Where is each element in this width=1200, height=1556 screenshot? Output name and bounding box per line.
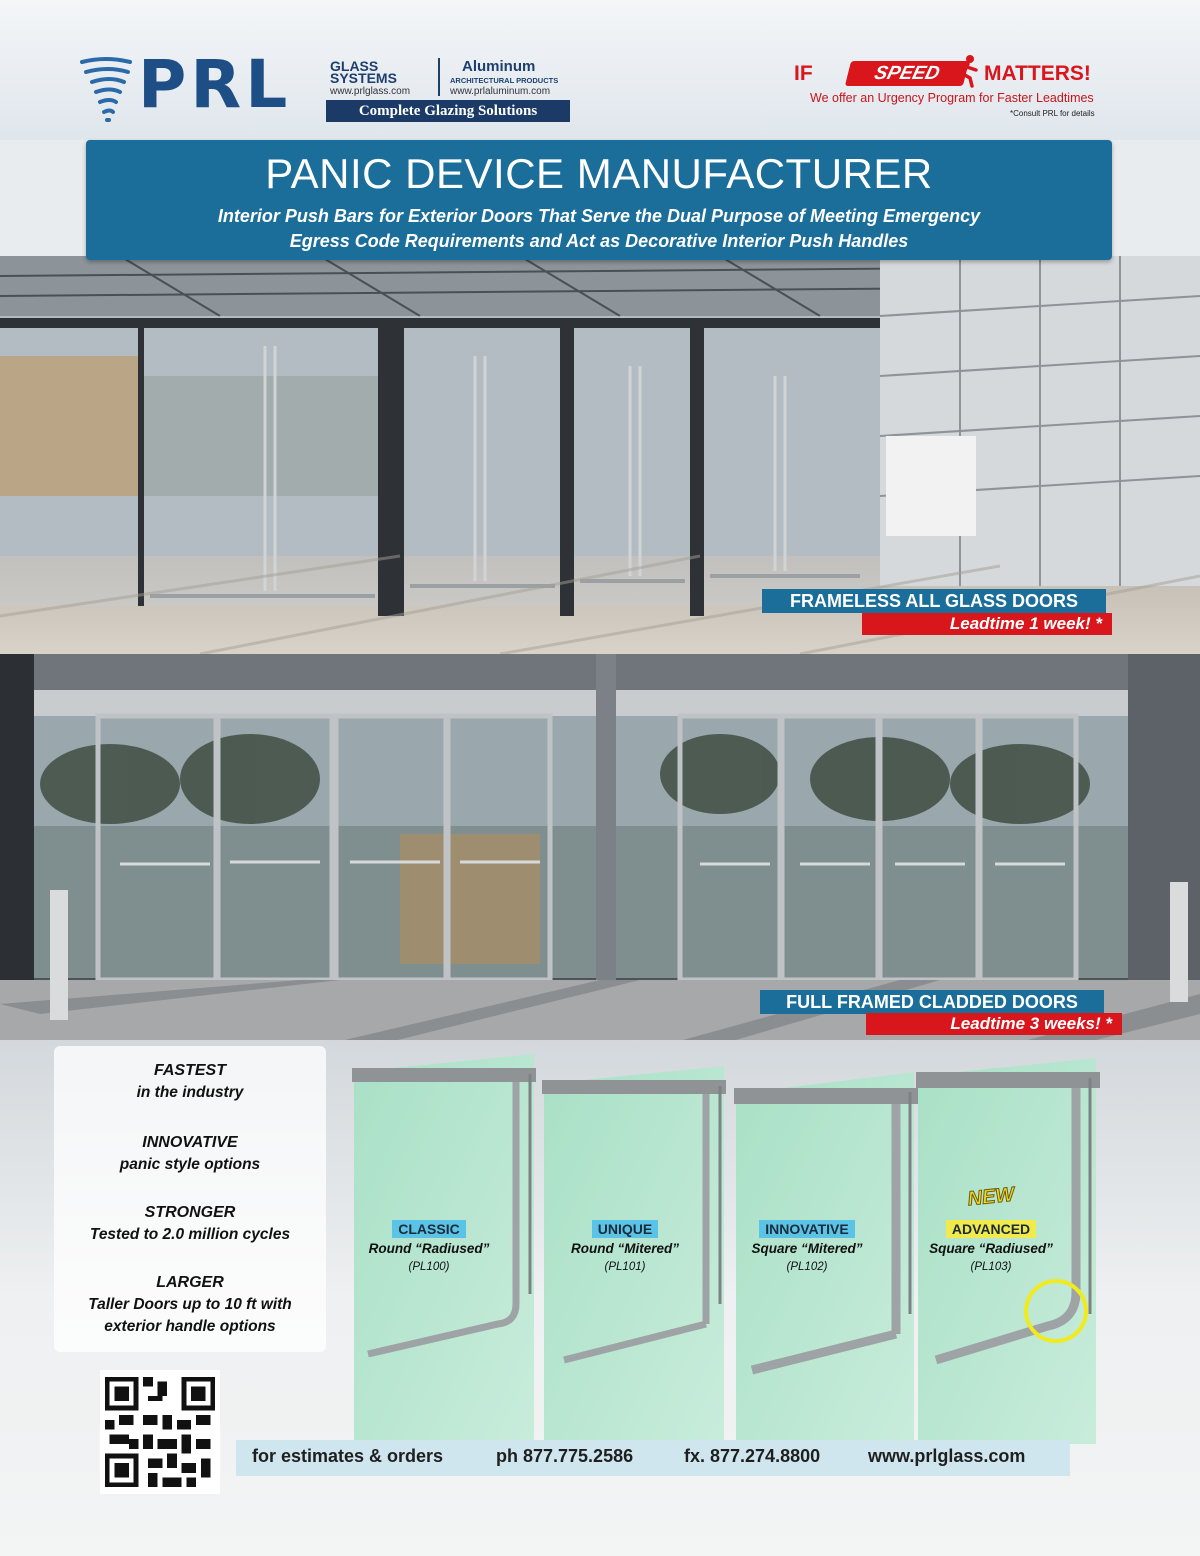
cladded-leadtime: Leadtime 3 weeks! * xyxy=(866,1013,1122,1035)
subtitle-line-1: Interior Push Bars for Exterior Doors That Serve the Dual Purpose of Meeting Emergency xyxy=(217,206,981,226)
page-title: PANIC DEVICE MANUFACTURER xyxy=(265,150,933,197)
logo-text: PRL xyxy=(138,46,292,123)
header-divider xyxy=(438,58,440,96)
style-badge: INNOVATIVE xyxy=(759,1220,855,1238)
style-code: (PL100) xyxy=(408,1261,450,1273)
feature-heading: LARGER xyxy=(156,1274,224,1291)
feature-text: Taller Doors up to 10 ft with exterior handle options xyxy=(88,1296,292,1335)
page-subtitle xyxy=(86,204,1112,254)
style-badge: UNIQUE xyxy=(592,1220,658,1238)
glass-systems-url[interactable]: www.prlglass.com xyxy=(330,86,411,97)
feature-text: Tested to 2.0 million cycles xyxy=(89,1226,291,1243)
aluminum-url[interactable]: www.prlaluminum.com xyxy=(450,86,551,97)
style-name: Square “Radiused” xyxy=(929,1241,1053,1256)
style-code: (PL101) xyxy=(604,1261,646,1273)
speed-suffix: MATTERS! xyxy=(984,62,1091,85)
frameless-leadtime: Leadtime 1 week! * xyxy=(862,613,1112,635)
phone-number[interactable]: ph 877.775.2586 xyxy=(496,1446,634,1466)
features-panel xyxy=(54,1046,326,1352)
feature-text: panic style options xyxy=(119,1156,261,1173)
aluminum-subtitle: ARCHITECTURAL PRODUCTS xyxy=(450,76,559,85)
frameless-doors-tag: FRAMELESS ALL GLASS DOORS xyxy=(762,589,1106,613)
urgency-text: We offer an Urgency Program for Faster Leadtimes xyxy=(810,91,1094,105)
glass-systems-title: GLASS SYSTEMS xyxy=(330,58,397,86)
contact-bar xyxy=(236,1440,1070,1476)
running-man-icon xyxy=(950,54,984,88)
style-name: Round “Radiused” xyxy=(368,1241,490,1256)
door-pl102 xyxy=(734,1072,918,1444)
fax-number: fx. 877.274.8800 xyxy=(684,1446,821,1466)
feature-text: in the industry xyxy=(136,1084,244,1101)
style-badge: ADVANCED xyxy=(946,1220,1036,1238)
style-badge: CLASSIC xyxy=(392,1220,465,1238)
style-code: (PL103) xyxy=(970,1261,1012,1273)
title-banner xyxy=(86,140,1112,260)
tornado-swirl-icon xyxy=(78,56,134,124)
speed-prefix: IF xyxy=(794,62,813,85)
feature-heading: FASTEST xyxy=(153,1062,226,1079)
style-name: Square “Mitered” xyxy=(751,1241,863,1256)
subtitle-line-2: Egress Code Requirements and Act as Decorative Interior Push Handles xyxy=(289,231,909,251)
style-name: Round “Mitered” xyxy=(571,1241,679,1256)
aluminum-title: Aluminum xyxy=(462,58,536,75)
feature-heading: STRONGER xyxy=(144,1204,236,1221)
cladded-doors-tag: FULL FRAMED CLADDED DOORS xyxy=(760,990,1104,1014)
tagline: Complete Glazing Solutions xyxy=(326,100,570,122)
qr-code-icon[interactable] xyxy=(100,1370,220,1494)
consult-note: *Consult PRL for details xyxy=(1010,109,1095,118)
new-badge: NEW xyxy=(966,1183,1016,1211)
contact-label: for estimates & orders xyxy=(252,1446,444,1466)
style-code: (PL102) xyxy=(786,1261,828,1273)
feature-heading: INNOVATIVE xyxy=(142,1134,238,1151)
website-link[interactable]: www.prlglass.com xyxy=(868,1446,1026,1466)
speed-badge: SPEED xyxy=(845,61,969,86)
